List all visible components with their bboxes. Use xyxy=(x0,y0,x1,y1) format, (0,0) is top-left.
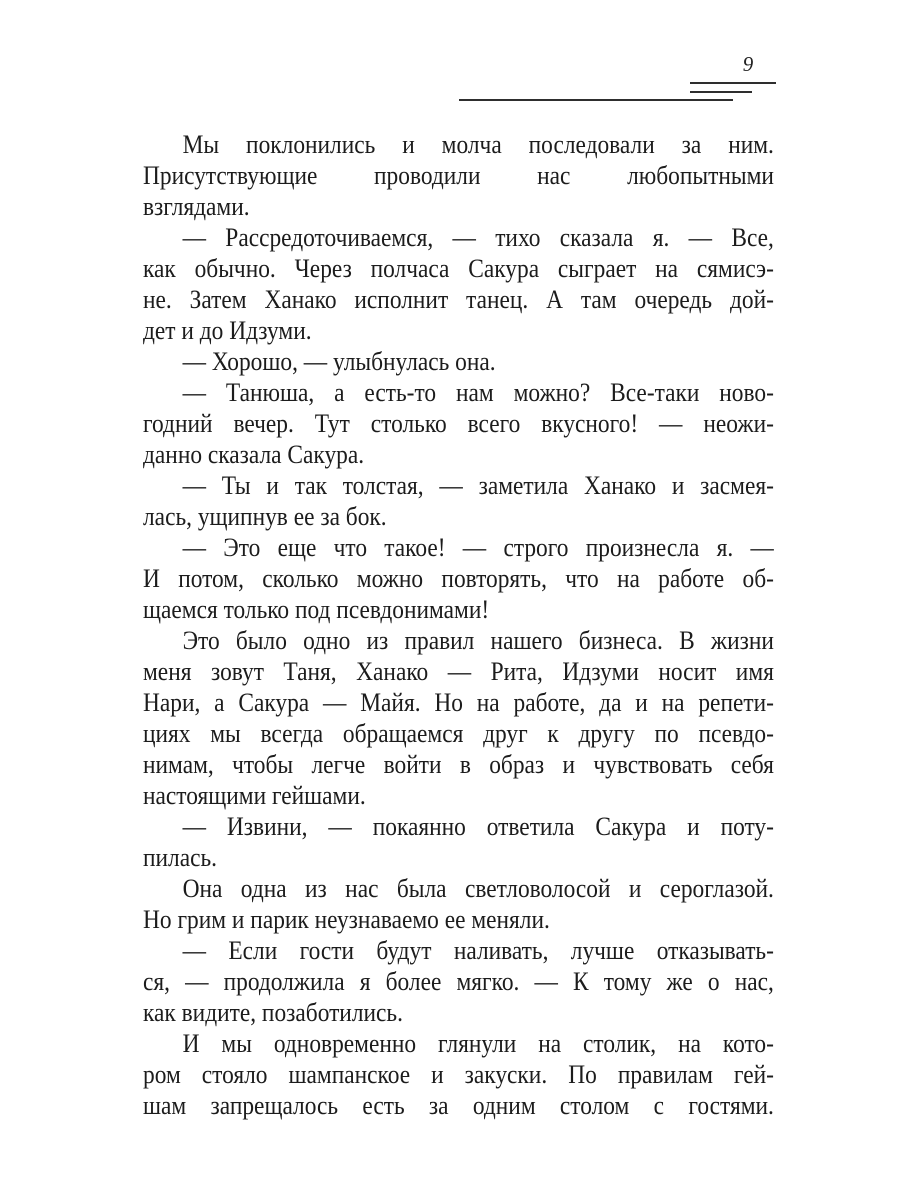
text-line: меня зовут Таня, Ханако — Рита, Идзуми носит имя xyxy=(143,657,774,686)
text-line: Нари, а Сакура — Майя. Но на работе, да и на репети- xyxy=(143,688,774,717)
header-rule-middle xyxy=(690,91,752,93)
text-line: ром стояло шампанское и закуски. По правилам гей- xyxy=(143,1060,774,1089)
text-line: — Ты и так толстая, — заметила Ханако и засмея- xyxy=(182,471,774,500)
text-line: Она одна из нас была светловолосой и сероглазой. xyxy=(182,874,774,903)
text-line: И потом, сколько можно повторять, что на работе об- xyxy=(143,564,774,593)
text-line: — Рассредоточиваемся, — тихо сказала я. — Все, xyxy=(182,223,774,252)
text-line: дет и до Идзуми. xyxy=(143,316,312,345)
text-line: — Извини, — покаянно ответила Сакура и поту- xyxy=(182,812,774,841)
text-line: настоящими гейшами. xyxy=(143,781,366,810)
page-number: 9 xyxy=(742,52,754,76)
text-line: нимам, чтобы легче войти в образ и чувствовать себя xyxy=(143,750,774,779)
text-line: данно сказала Сакура. xyxy=(143,440,365,469)
body-text xyxy=(143,129,774,1121)
text-line: не. Затем Ханако исполнит танец. А там очередь дой- xyxy=(143,285,774,314)
text-line: Присутствующие проводили нас любопытными xyxy=(143,161,774,190)
text-line: лась, ущипнув ее за бок. xyxy=(143,502,387,531)
text-line: взглядами. xyxy=(143,192,250,221)
text-line: Но грим и парик неузнаваемо ее меняли. xyxy=(143,905,550,934)
text-line: щаемся только под псевдонимами! xyxy=(143,595,490,624)
text-line: ся, — продолжила я более мягко. — К тому же о нас, xyxy=(143,967,774,996)
text-line: как видите, позаботились. xyxy=(143,998,403,1027)
text-line: И мы одновременно глянули на столик, на кото- xyxy=(182,1029,774,1058)
text-line: — Это еще что такое! — строго произнесла я. — xyxy=(182,533,774,562)
header-rule-top xyxy=(690,82,776,84)
text-line: — Если гости будут наливать, лучше отказывать- xyxy=(182,936,774,965)
header-rule-bottom xyxy=(459,99,733,101)
text-line: шам запрещалось есть за одним столом с гостями. xyxy=(143,1091,774,1120)
text-line: как обычно. Через полчаса Сакура сыграет на сямисэ- xyxy=(143,254,774,283)
text-line: — Хорошо, — улыбнулась она. xyxy=(182,347,496,376)
text-line: годний вечер. Тут столько всего вкусного! — неожи- xyxy=(143,409,774,438)
text-line: Мы поклонились и молча последовали за ним. xyxy=(182,130,774,159)
text-line: циях мы всегда обращаемся друг к другу по псевдо- xyxy=(143,719,774,748)
text-line: Это было одно из правил нашего бизнеса. В жизни xyxy=(182,626,774,655)
text-line: — Танюша, а есть-то нам можно? Все-таки ново- xyxy=(182,378,774,407)
text-line: пилась. xyxy=(143,843,218,872)
